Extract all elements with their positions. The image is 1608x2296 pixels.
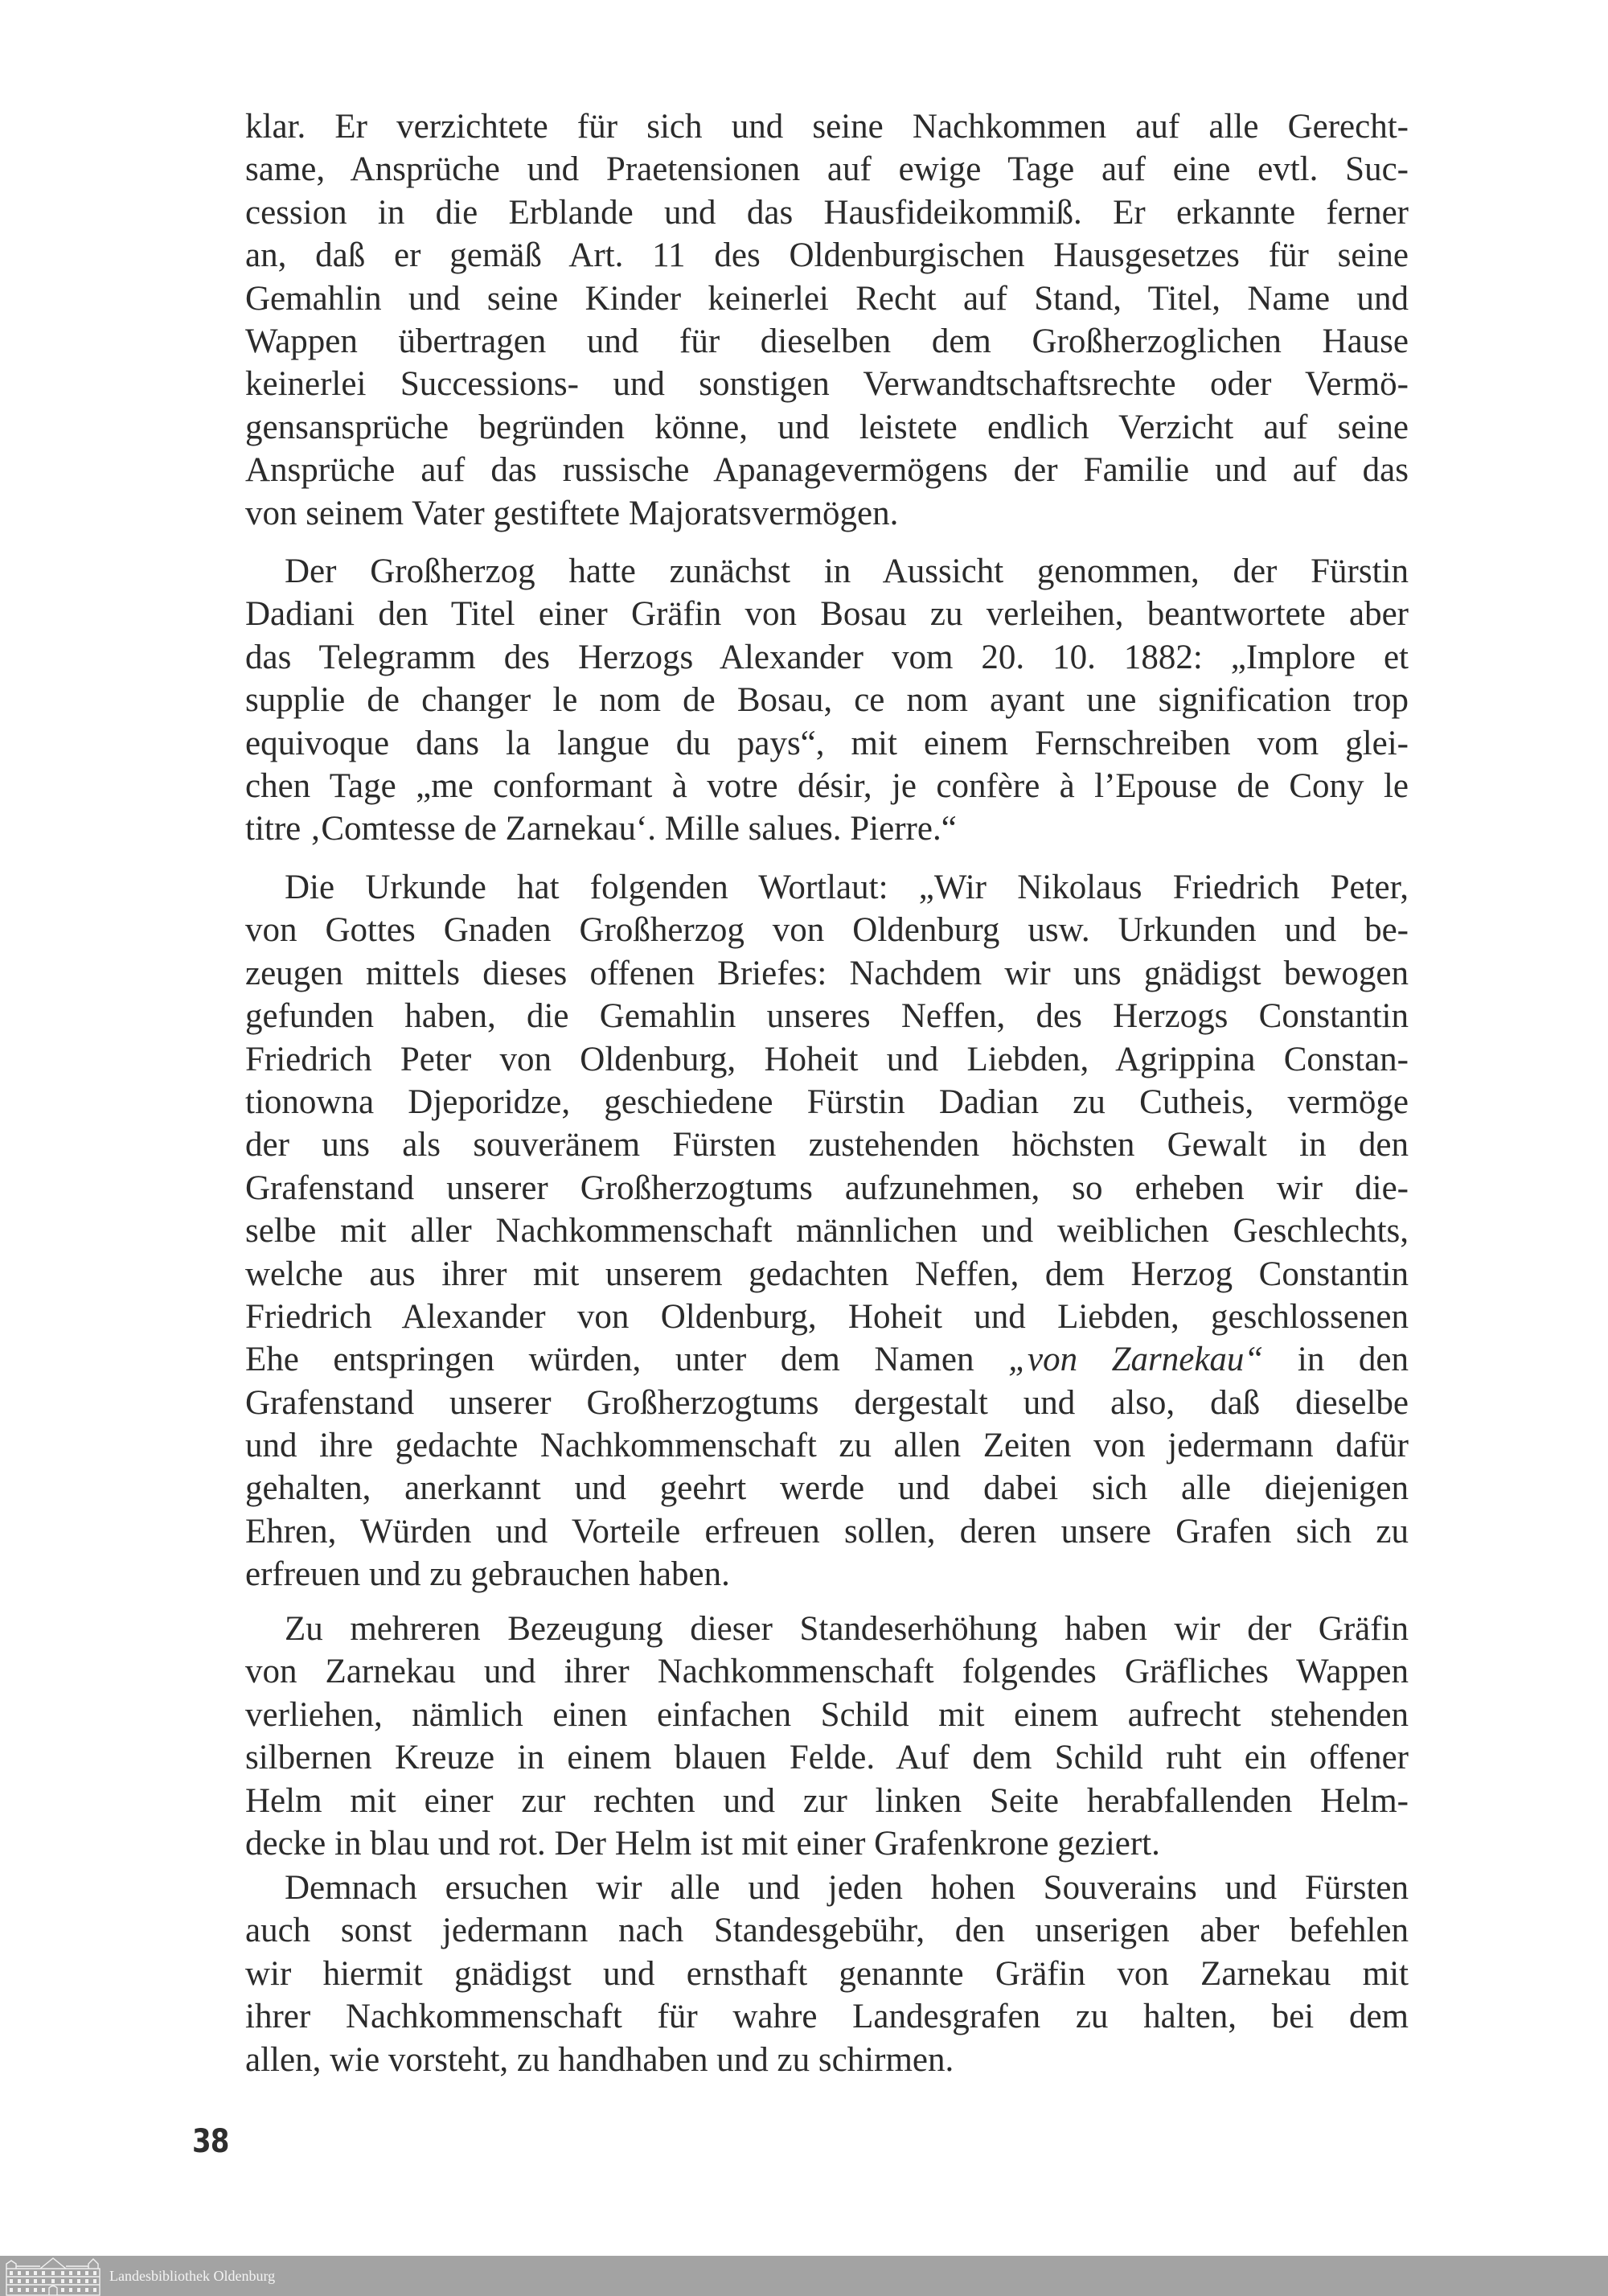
text-line: das Telegramm des Herzogs Alexander vom 20. 10. 1882: „Implore et — [245, 638, 1409, 676]
paragraph-4 — [245, 1608, 1409, 1865]
text-line: Demnach ersuchen wir alle und jeden hohen Souverains und Fürsten — [285, 1869, 1409, 1907]
text-line: von seinem Vater gestiftete Majoratsvermögen. — [245, 494, 899, 532]
text-line: wir hiermit gnädigst und ernsthaft genannte Gräfin von Zarnekau mit — [245, 1954, 1409, 1993]
text-fragment: Ehe entspringen würden, unter dem Namen — [245, 1341, 1009, 1379]
library-building-icon — [5, 2257, 101, 2296]
text-line: same, Ansprüche und Praetensionen auf ewige Tage auf eine evtl. Suc- — [245, 150, 1409, 189]
text-line: auch sonst jedermann nach Standesgebühr, den unserigen aber befehlen — [245, 1912, 1409, 1950]
text-line: klar. Er verzichtete für sich und seine Nachkommen auf alle Gerecht- — [245, 108, 1409, 146]
text-line: tionowna Djeporidze, geschiedene Fürstin Dadian zu Cutheis, vermöge — [245, 1082, 1409, 1121]
text-line: Friedrich Alexander von Oldenburg, Hoheit und Liebden, geschlossenen — [245, 1297, 1409, 1336]
text-line: der uns als souveränem Fürsten zustehenden höchsten Gewalt in den — [245, 1126, 1409, 1164]
library-name: Landesbibliothek Oldenburg — [109, 2267, 276, 2284]
text-line: silbernen Kreuze in einem blauen Felde. Auf dem Schild ruht ein offener — [245, 1739, 1409, 1777]
text-line-with-italic-name — [245, 1338, 1409, 1381]
text-line: ihrer Nachkommenschaft für wahre Landesgrafen zu halten, bei dem — [245, 1998, 1409, 2036]
text-line: selbe mit aller Nachkommenschaft männlichen und weiblichen Geschlechts, — [245, 1212, 1409, 1251]
text-line: verliehen, nämlich einen einfachen Schild mit einem aufrecht stehenden — [245, 1695, 1409, 1734]
text-line: Grafenstand unserer Großherzogtums aufzunehmen, so erheben wir die- — [245, 1169, 1409, 1207]
text-line: Dadiani den Titel einer Gräfin von Bosau zu verleihen, beantwortete aber — [245, 595, 1409, 634]
italic-name: „von Zarnekau“ — [1008, 1341, 1264, 1379]
text-line: von Zarnekau und ihrer Nachkommenschaft folgendes Gräfliches Wappen — [245, 1653, 1409, 1691]
text-line: zeugen mittels dieses offenen Briefes: Nachdem wir uns gnädigst bewogen — [245, 954, 1409, 992]
text-line: Gemahlin und seine Kinder keinerlei Recht auf Stand, Titel, Name und — [245, 279, 1409, 318]
text-line: Helm mit einer zur rechten und zur linken Seite herabfallenden Helm- — [245, 1781, 1409, 1820]
text-line: gensansprüche begründen könne, und leistete endlich Verzicht auf seine — [245, 408, 1409, 446]
text-line: supplie de changer le nom de Bosau, ce nom ayant une signification trop — [245, 681, 1409, 720]
text-line: chen Tage „me conformant à votre désir, je confère à l’Epouse de Cony le — [245, 766, 1409, 805]
text-line: erfreuen und zu gebrauchen haben. — [245, 1555, 730, 1594]
paragraph-5 — [245, 1867, 1409, 2081]
page-number: 38 — [192, 2123, 229, 2160]
text-line: und ihre gedachte Nachkommenschaft zu allen Zeiten von jedermann dafür — [245, 1427, 1409, 1465]
text-line: equivoque dans la langue du pays“, mit einem Fernschreiben vom glei- — [245, 724, 1409, 762]
text-line: Ehren, Würden und Vorteile erfreuen sollen, deren unsere Grafen sich zu — [245, 1512, 1409, 1551]
text-fragment: in den — [1263, 1341, 1409, 1379]
text-line: titre ‚Comtesse de Zarnekau‘. Mille salues. Pierre.“ — [245, 810, 957, 848]
text-line: Wappen übertragen und für dieselben dem Großherzoglichen Hause — [245, 322, 1409, 360]
text-line: keinerlei Successions- und sonstigen Verwandtschaftsrechte oder Vermö- — [245, 365, 1409, 404]
library-footer-bar — [0, 2256, 1608, 2296]
text-line: cession in die Erblande und das Hausfideikommiß. Er erkannte ferner — [245, 193, 1409, 232]
text-line: von Gottes Gnaden Großherzog von Oldenburg usw. Urkunden und be- — [245, 911, 1409, 950]
text-line: Ansprüche auf das russische Apanagevermögens der Familie und auf das — [245, 451, 1409, 490]
text-line: gefunden haben, die Gemahlin unseres Neffen, des Herzogs Constantin — [245, 997, 1409, 1036]
text-line: Grafenstand unserer Großherzogtums dergestalt und also, daß dieselbe — [245, 1383, 1409, 1422]
text-line: an, daß er gemäß Art. 11 des Oldenburgischen Hausgesetzes für seine — [245, 236, 1409, 275]
paragraph-1 — [245, 105, 1409, 535]
text-line: Friedrich Peter von Oldenburg, Hoheit und Liebden, Agrippina Constan- — [245, 1040, 1409, 1078]
text-line: welche aus ihrer mit unserem gedachten Neffen, dem Herzog Constantin — [245, 1255, 1409, 1293]
text-line: Zu mehreren Bezeugung dieser Standeserhöhung haben wir der Gräfin — [285, 1610, 1409, 1648]
text-line: Der Großherzog hatte zunächst in Aussicht genommen, der Fürstin — [285, 552, 1409, 590]
text-line: gehalten, anerkannt und geehrt werde und dabei sich alle diejenigen — [245, 1469, 1409, 1508]
paragraph-3 — [245, 866, 1409, 1596]
text-line: decke in blau und rot. Der Helm ist mit einer Grafenkrone geziert. — [245, 1824, 1160, 1863]
text-line: allen, wie vorsteht, zu handhaben und zu schirmen. — [245, 2040, 954, 2079]
paragraph-2 — [245, 550, 1409, 851]
text-line: Die Urkunde hat folgenden Wortlaut: „Wir Nikolaus Friedrich Peter, — [285, 869, 1409, 906]
